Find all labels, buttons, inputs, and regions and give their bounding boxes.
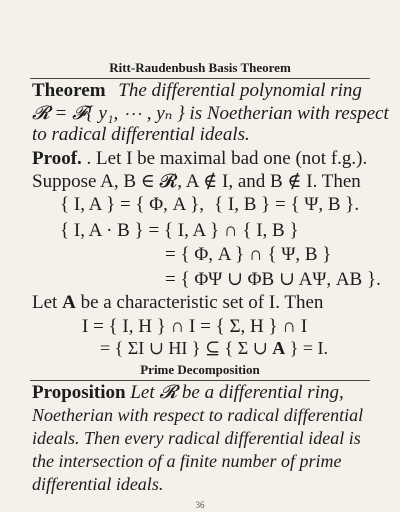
page-number: 36 xyxy=(195,500,205,510)
proposition-line-3: ideals. Then every radical differential ideal is xyxy=(32,428,361,448)
title-divider xyxy=(30,78,370,79)
proposition-line-5: differential ideals. xyxy=(32,474,164,494)
equation-2-line-3: = { ΦΨ ∪ ΦB ∪ AΨ, AB }. xyxy=(165,269,381,290)
proof-label: Proof. xyxy=(32,148,82,169)
proof-text-3b: be a characteristic set of I. Then xyxy=(75,292,324,313)
proposition-line-2: Noetherian with respect to radical differential xyxy=(32,405,364,425)
proof-line-2: Suppose A, B ∈ 𝓡, A ∉ I, and B ∉ I. Then xyxy=(32,171,361,192)
proof-bold-A: A xyxy=(62,292,76,313)
equation-1-left: { I, A } = { Φ, A }, xyxy=(60,194,204,215)
equation-2-line-1: { I, A · B } = { I, A } ∩ { I, B } xyxy=(60,220,299,241)
theorem-text-1: The differential polynomial ring xyxy=(118,80,362,101)
equation-3-bold-A: A xyxy=(272,338,286,358)
equation-3-line-1: I = { I, H } ∩ I = { Σ, H } ∩ I xyxy=(82,316,308,337)
proof-text-1: . Let I be maximal bad one (not f.g.). xyxy=(81,148,368,169)
proof-line-3 xyxy=(32,292,323,314)
proposition-label: Proposition xyxy=(32,382,126,403)
equation-2-line-2: = { Φ, A } ∩ { Ψ, B } xyxy=(165,244,332,265)
proposition-line-4: the intersection of a finite number of prime xyxy=(32,451,342,471)
theorem-label: Theorem xyxy=(32,80,106,101)
section-title: Prime Decomposition xyxy=(140,362,260,377)
section-divider xyxy=(30,380,370,381)
equation-3-text-b: } = I. xyxy=(285,338,329,358)
equation-1-right: { I, B } = { Ψ, B }. xyxy=(214,194,360,215)
proof-text-3a: Let xyxy=(32,292,63,313)
theorem-line-2: 𝓡 = 𝓕{ y₁, ⋯ , yₙ } is Noetherian with respect xyxy=(32,103,389,124)
theorem-line-3: to radical differential ideals. xyxy=(32,124,250,145)
proposition-line-1 xyxy=(32,382,344,404)
proposition-text-1: Let 𝓡 be a differential ring, xyxy=(125,382,344,403)
proof-line-1 xyxy=(32,148,367,170)
equation-3-text-a: = { ΣI ∪ HI } ⊆ { Σ ∪ xyxy=(100,338,273,358)
page-title: Ritt-Raudenbush Basis Theorem xyxy=(109,60,291,75)
equation-3-line-2 xyxy=(100,338,328,359)
theorem-line-1 xyxy=(32,80,362,102)
